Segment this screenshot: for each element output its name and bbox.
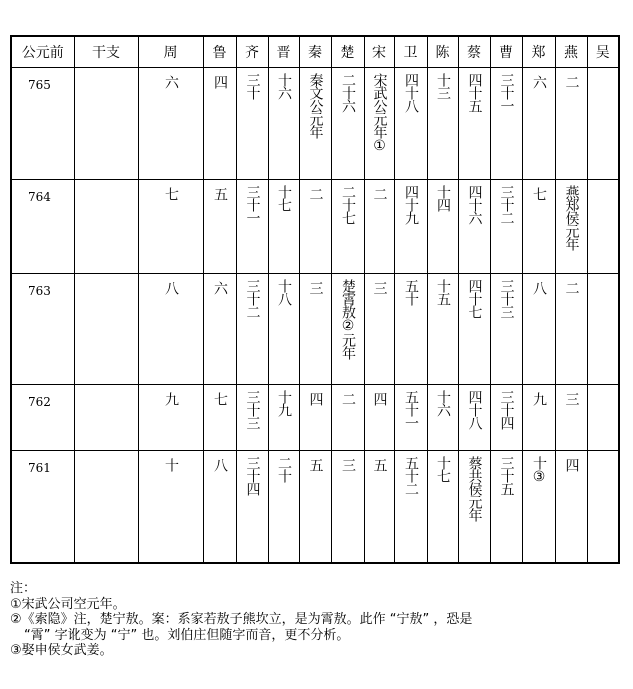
- header-cell: 晋: [268, 36, 299, 68]
- reign-year-text: 十六: [276, 73, 292, 99]
- reign-year-cell: [522, 180, 555, 274]
- reign-year-text: 八: [212, 458, 228, 471]
- header-cell: 楚: [331, 36, 364, 68]
- reign-year-text: 二十: [276, 456, 292, 482]
- reign-year-cell: [394, 451, 427, 563]
- header-cell: 齐: [236, 36, 268, 68]
- reign-year-cell: [522, 274, 555, 385]
- reign-year-cell: [203, 451, 236, 563]
- reign-year-cell: [138, 68, 203, 180]
- year-cell: 763: [11, 274, 74, 385]
- reign-year-text: 十③: [531, 456, 547, 484]
- reign-year-text: 二: [563, 75, 580, 88]
- reign-year-cell: [299, 274, 331, 385]
- header-cell: 卫: [394, 36, 427, 68]
- header-cell: 周: [138, 36, 203, 68]
- reign-year-cell: [364, 451, 394, 563]
- reign-year-cell: [268, 274, 299, 385]
- reign-year-cell: [555, 274, 587, 385]
- reign-year-text: 二十七: [340, 185, 356, 224]
- reign-year-cell: [587, 385, 619, 451]
- reign-year-cell: [587, 274, 619, 385]
- reign-year-text: 十九: [276, 390, 292, 416]
- reign-year-cell: [458, 180, 490, 274]
- reign-year-text: 五十二: [403, 456, 419, 495]
- reign-year-text: 四十六: [466, 185, 483, 224]
- reign-year-text: 六: [212, 281, 228, 294]
- footnote-2-continued: “霄” 字讹变为 “宁” 也。刘伯庄但随字而音，更不分析。: [24, 627, 350, 643]
- reign-year-cell: [490, 68, 522, 180]
- reign-year-text: 三十二: [498, 185, 515, 224]
- reign-year-cell: [555, 385, 587, 451]
- reign-year-cell: [236, 274, 268, 385]
- reign-year-text: 四十七: [466, 279, 483, 318]
- header-cell: 鲁: [203, 36, 236, 68]
- reign-year-cell: [268, 451, 299, 563]
- reign-year-text: 七: [163, 187, 179, 200]
- reign-year-cell: [490, 451, 522, 563]
- reign-year-cell: [587, 451, 619, 563]
- reign-year-text: 三: [307, 281, 324, 294]
- reign-year-cell: [490, 385, 522, 451]
- reign-year-text: 三十一: [498, 73, 515, 112]
- reign-year-cell: [364, 68, 394, 180]
- reign-year-text: 五十一: [403, 390, 419, 429]
- header-cell: 蔡: [458, 36, 490, 68]
- ganzhi-cell: [74, 385, 138, 451]
- header-row: [11, 36, 619, 68]
- reign-year-text: 二: [371, 187, 388, 200]
- reign-year-text: 十四: [435, 185, 451, 211]
- reign-year-text: 十七: [435, 456, 451, 482]
- reign-year-cell: [268, 68, 299, 180]
- header-cell: 干支: [74, 36, 138, 68]
- reign-year-cell: [236, 385, 268, 451]
- reign-year-text: 二十六: [340, 73, 356, 112]
- reign-year-text: 五十: [403, 279, 419, 305]
- reign-year-cell: [490, 274, 522, 385]
- ganzhi-cell: [74, 451, 138, 563]
- footnote-2: ②《索隐》注，楚宁敖。案：系家若敖子熊坎立，是为霄敖。此作 “宁敖” ，恐是: [10, 612, 473, 627]
- reign-year-cell: [522, 385, 555, 451]
- reign-year-text: 三: [371, 281, 388, 294]
- reign-year-cell: [394, 180, 427, 274]
- reign-year-text: 四: [563, 458, 580, 471]
- reign-year-cell: [236, 180, 268, 274]
- reign-year-cell: [458, 274, 490, 385]
- reign-year-text: 八: [531, 281, 547, 294]
- reign-year-cell: [299, 180, 331, 274]
- reign-year-cell: [458, 385, 490, 451]
- year-cell: 762: [11, 385, 74, 451]
- year-cell: 764: [11, 180, 74, 274]
- footnote-1: ①宋武公司空元年。: [10, 596, 126, 612]
- reign-year-text: 七: [212, 392, 228, 405]
- reign-year-cell: [268, 385, 299, 451]
- reign-year-cell: [587, 68, 619, 180]
- reign-year-cell: [299, 451, 331, 563]
- reign-year-cell: [555, 180, 587, 274]
- reign-year-cell: [555, 451, 587, 563]
- footnote-3: ③娶申侯女武姜。: [10, 643, 113, 658]
- reign-year-cell: [268, 180, 299, 274]
- header-cell: 公元前: [11, 36, 74, 68]
- reign-year-cell: [331, 451, 364, 563]
- reign-year-cell: [364, 180, 394, 274]
- ganzhi-cell: [74, 68, 138, 180]
- reign-year-cell: [138, 451, 203, 563]
- reign-year-text: 二: [307, 187, 324, 200]
- reign-year-cell: [331, 180, 364, 274]
- reign-year-text: 三十三: [498, 279, 515, 318]
- table-row: [11, 385, 619, 451]
- reign-year-text: 四: [307, 392, 324, 405]
- reign-year-text: 二: [563, 281, 580, 294]
- reign-year-cell: [394, 68, 427, 180]
- ganzhi-cell: [74, 274, 138, 385]
- reign-year-text: 五: [212, 187, 228, 200]
- reign-year-text: 宋武公元年①: [371, 73, 388, 153]
- header-cell: 吴: [587, 36, 619, 68]
- reign-year-cell: [394, 274, 427, 385]
- reign-year-cell: [236, 68, 268, 180]
- table-row: [11, 451, 619, 563]
- reign-year-text: 十三: [435, 73, 451, 99]
- reign-year-text: 九: [163, 392, 179, 405]
- reign-year-cell: [331, 68, 364, 180]
- reign-year-text: 八: [163, 281, 179, 294]
- table-body: [11, 68, 619, 563]
- reign-year-text: 四十九: [403, 185, 419, 224]
- reign-year-cell: [587, 180, 619, 274]
- reign-year-cell: [458, 68, 490, 180]
- reign-year-text: 十八: [276, 279, 292, 305]
- reign-year-text: 三十一: [244, 185, 261, 224]
- reign-year-text: 五: [371, 458, 388, 471]
- reign-year-text: 六: [531, 75, 547, 88]
- reign-year-text: 四十八: [466, 390, 483, 429]
- reign-year-cell: [490, 180, 522, 274]
- reign-year-text: 二: [340, 392, 356, 405]
- header-cell: 郑: [522, 36, 555, 68]
- reign-year-text: 九: [531, 392, 547, 405]
- reign-year-cell: [364, 274, 394, 385]
- reign-year-cell: [394, 385, 427, 451]
- reign-year-text: 十七: [276, 185, 292, 211]
- reign-year-cell: [203, 385, 236, 451]
- reign-year-text: 燕郑侯元年: [563, 185, 580, 250]
- reign-year-cell: [138, 385, 203, 451]
- reign-year-cell: [522, 451, 555, 563]
- reign-year-text: 秦文公元年: [307, 73, 324, 138]
- reign-year-text: 四: [371, 392, 388, 405]
- reign-year-text: 四: [212, 75, 228, 88]
- reign-year-text: 三十三: [244, 390, 261, 429]
- reign-year-text: 三十二: [244, 279, 261, 318]
- reign-year-text: 三十四: [244, 456, 261, 495]
- reign-year-text: 三十: [244, 73, 261, 99]
- notes-heading: 注：: [10, 581, 37, 596]
- reign-year-cell: [138, 180, 203, 274]
- reign-year-cell: [522, 68, 555, 180]
- reign-year-cell: [364, 385, 394, 451]
- reign-year-cell: [203, 180, 236, 274]
- year-cell: 765: [11, 68, 74, 180]
- table-row: [11, 274, 619, 385]
- header-cell: 陈: [427, 36, 458, 68]
- header-cell: 宋: [364, 36, 394, 68]
- reign-year-cell: [555, 68, 587, 180]
- reign-year-cell: [138, 274, 203, 385]
- reign-year-cell: [427, 385, 458, 451]
- reign-year-cell: [203, 274, 236, 385]
- table-row: [11, 68, 619, 180]
- reign-year-cell: [331, 274, 364, 385]
- reign-year-cell: [203, 68, 236, 180]
- header-cell: 燕: [555, 36, 587, 68]
- reign-year-text: 三十四: [498, 390, 515, 429]
- reign-year-cell: [299, 68, 331, 180]
- reign-year-text: 十五: [435, 279, 451, 305]
- reign-year-cell: [427, 274, 458, 385]
- header-cell: 秦: [299, 36, 331, 68]
- reign-year-text: 三: [563, 392, 580, 405]
- table-row: [11, 180, 619, 274]
- reign-year-cell: [458, 451, 490, 563]
- reign-year-text: 三: [340, 458, 356, 471]
- ganzhi-cell: [74, 180, 138, 274]
- reign-year-cell: [427, 68, 458, 180]
- reign-year-text: 十六: [435, 390, 451, 416]
- reign-year-text: 四十八: [403, 73, 419, 112]
- footnotes: [10, 581, 625, 659]
- reign-year-text: 楚霄敖②元年: [340, 279, 356, 359]
- reign-year-cell: [299, 385, 331, 451]
- chronology-table: [10, 35, 620, 564]
- reign-year-text: 三十五: [498, 456, 515, 495]
- reign-year-text: 五: [307, 458, 324, 471]
- reign-year-text: 七: [531, 187, 547, 200]
- header-cell: 曹: [490, 36, 522, 68]
- reign-year-cell: [331, 385, 364, 451]
- reign-year-cell: [427, 451, 458, 563]
- year-cell: 761: [11, 451, 74, 563]
- reign-year-text: 十: [163, 458, 179, 471]
- reign-year-text: 四十五: [466, 73, 483, 112]
- reign-year-cell: [236, 451, 268, 563]
- reign-year-cell: [427, 180, 458, 274]
- reign-year-text: 六: [163, 75, 179, 88]
- reign-year-text: 蔡共侯元年: [466, 456, 483, 521]
